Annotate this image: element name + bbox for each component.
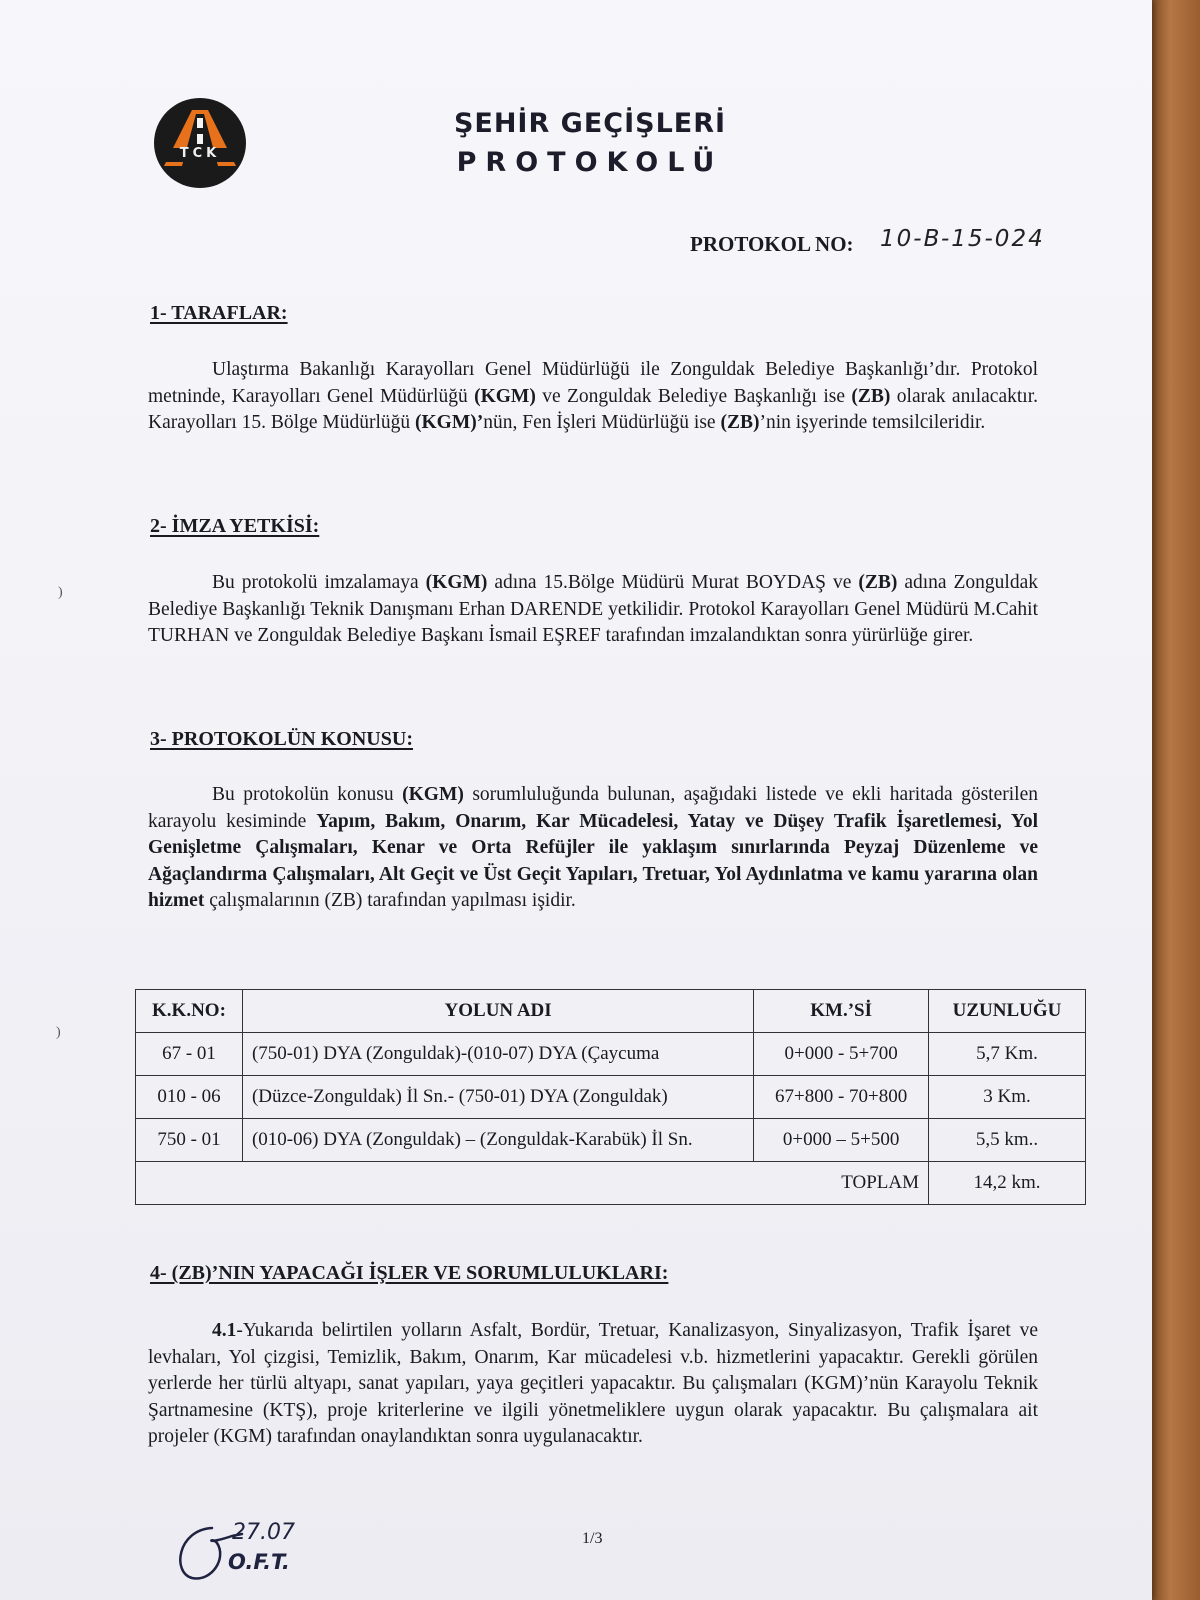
- cell-kk-no: 750 - 01: [136, 1119, 243, 1162]
- section-4-paragraph: [148, 1318, 1038, 1451]
- handwritten-date: 27.07: [232, 1520, 295, 1545]
- desk-background: [1150, 0, 1200, 1600]
- paragraph-run: olarak anılacaktır. Karayolları 15. Bölge Müdürlüğü: [148, 385, 1039, 433]
- paragraph-run: (ZB): [851, 385, 891, 407]
- protocol-number-handwritten: 10-B-15-024: [880, 226, 1045, 252]
- title-line-1: ŞEHİR GEÇİŞLERİ: [453, 108, 727, 139]
- section-1-heading: 1- TARAFLAR:: [150, 302, 288, 324]
- paragraph-run: Ulaştırma Bakanlığı Karayolları Genel Müdürlüğü ile Zonguldak Belediye Başkanlığı’dır. Protokol metninde, Karayolları Genel Müdürlüğü: [148, 359, 1038, 407]
- punch-mark: ): [56, 1025, 61, 1040]
- cell-kk-no: 67 - 01: [136, 1033, 243, 1076]
- paragraph-run: adına Zonguldak Belediye Başkanlığı Teknik Danışmanı Erhan DARENDE yetkilidir. Protokol Karayolları Genel Müdürü M.Cahit TURHAN ve Zonguldak Belediye Başkanı İsmail EŞREF tarafından imzalandıktan sonra yürürlüğe girer.: [148, 572, 1038, 646]
- section-3-heading: 3- PROTOKOLÜN KONUSU:: [150, 728, 413, 750]
- section-1-paragraph: [148, 357, 1038, 437]
- paragraph-run: (KGM): [425, 572, 488, 593]
- paragraph-run: ve Zonguldak Belediye Başkanlığı ise: [535, 385, 852, 407]
- cell-road-name: (Düzce-Zonguldak) İl Sn.- (750-01) DYA (Zonguldak): [242, 1076, 753, 1119]
- handwritten-initials: O.F.T.: [228, 1550, 290, 1574]
- paragraph-run: ’nin işyerinde temsilcileridir.: [759, 412, 986, 433]
- paragraph-run: -Yukarıda belirtilen yolların Asfalt, Bordür, Tretuar, Kanalizasyon, Sinyalizasyon, Trafik İşaret ve levhaları, Yol çizgisi, Temizlik, Bakım, Onarım, Kar mücadelesi v.b. hizmetlerini yapacaktır. Gerekli görülen yerlerde her türlü altyapı, sanat yapıları, yaya geçitleri yapacaktır. Bu çalışmaları (KGM)’nün Karayolu Teknik Şartnamesine (KTŞ), proje kriterlerine ve ilgili yönetmeliklere uygun olarak yapacaktır. Bu çalışmalara ait projeler (KGM) tarafından onaylandıktan sonra uygulanacaktır.: [148, 1320, 1038, 1447]
- cell-length: 5,7 Km.: [929, 1033, 1086, 1076]
- paragraph-run: (ZB): [720, 412, 760, 433]
- cell-km: 0+000 – 5+500: [754, 1119, 929, 1162]
- total-value: 14,2 km.: [929, 1162, 1086, 1205]
- tck-logo: [152, 96, 248, 190]
- title-line-2: PROTOKOLÜ: [456, 147, 724, 178]
- cell-km: 0+000 - 5+700: [754, 1033, 929, 1076]
- logo-text: TCK: [179, 146, 221, 161]
- header-length: UZUNLUĞU: [929, 990, 1086, 1033]
- table-row: [136, 1076, 1086, 1119]
- paragraph-run: adına 15.Bölge Müdürü Murat BOYDAŞ ve: [487, 572, 859, 593]
- cell-length: 5,5 km..: [929, 1119, 1086, 1162]
- cell-road-name: (750-01) DYA (Zonguldak)-(010-07) DYA (Çaycuma: [242, 1033, 753, 1076]
- section-4-heading: 4- (ZB)’NIN YAPACAĞI İŞLER VE SORUMLULUKLARI:: [150, 1262, 669, 1284]
- table-row: [136, 1033, 1086, 1076]
- header-kk-no: K.K.NO:: [136, 990, 243, 1033]
- paragraph-run: (KGM): [474, 385, 536, 407]
- section-2-paragraph: [148, 570, 1038, 650]
- paragraph-run: sorumluluğunda bulunan, aşağıdaki listede ve ekli haritada gösterilen karayolu kesiminde: [148, 784, 1038, 832]
- paragraph-run: Bu protokolü imzalamaya: [212, 572, 426, 593]
- cell-road-name: (010-06) DYA (Zonguldak) – (Zonguldak-Karabük) İl Sn.: [242, 1119, 753, 1162]
- paragraph-run: çalışmalarının (ZB) tarafından yapılması işidir.: [204, 890, 576, 911]
- cell-length: 3 Km.: [929, 1076, 1086, 1119]
- document-title: [420, 108, 760, 178]
- paragraph-run: 4.1: [212, 1320, 237, 1341]
- cell-kk-no: 010 - 06: [136, 1076, 243, 1119]
- table-row: [136, 1119, 1086, 1162]
- table-total-row: [136, 1162, 1086, 1205]
- header-km: KM.’Sİ: [754, 990, 929, 1033]
- table-header-row: [136, 990, 1086, 1033]
- page-number: 1/3: [582, 1530, 603, 1547]
- header-road-name: YOLUN ADI: [242, 990, 753, 1033]
- total-label: TOPLAM: [136, 1162, 929, 1205]
- section-3-paragraph: [148, 782, 1038, 915]
- paragraph-run: (ZB): [858, 572, 898, 593]
- protocol-number-label: PROTOKOL NO:: [690, 232, 854, 256]
- paragraph-run: Yapım, Bakım, Onarım, Kar Mücadelesi, Yatay ve Düşey Trafik İşaretlemesi, Yol Genişletme Çalışmaları, Kenar ve Orta Refüjler ile yaklaşım sınırlarında Peyzaj Düzenleme ve Ağaçlandırma Çalışmaları, Alt Geçit ve Üst Geçit Yapıları, Tretuar, Yol Aydınlatma ve kamu yararına olan hizmet: [148, 810, 1038, 911]
- paragraph-run: (KGM)’: [415, 412, 484, 433]
- section-2-heading: 2- İMZA YETKİSİ:: [150, 515, 320, 537]
- paragraph-run: nün, Fen İşleri Müdürlüğü ise: [483, 412, 721, 433]
- paragraph-run: (KGM): [402, 784, 464, 805]
- paragraph-run: Bu protokolün konusu: [212, 784, 403, 805]
- punch-mark: ): [58, 585, 63, 600]
- cell-km: 67+800 - 70+800: [754, 1076, 929, 1119]
- road-table: [135, 989, 1086, 1205]
